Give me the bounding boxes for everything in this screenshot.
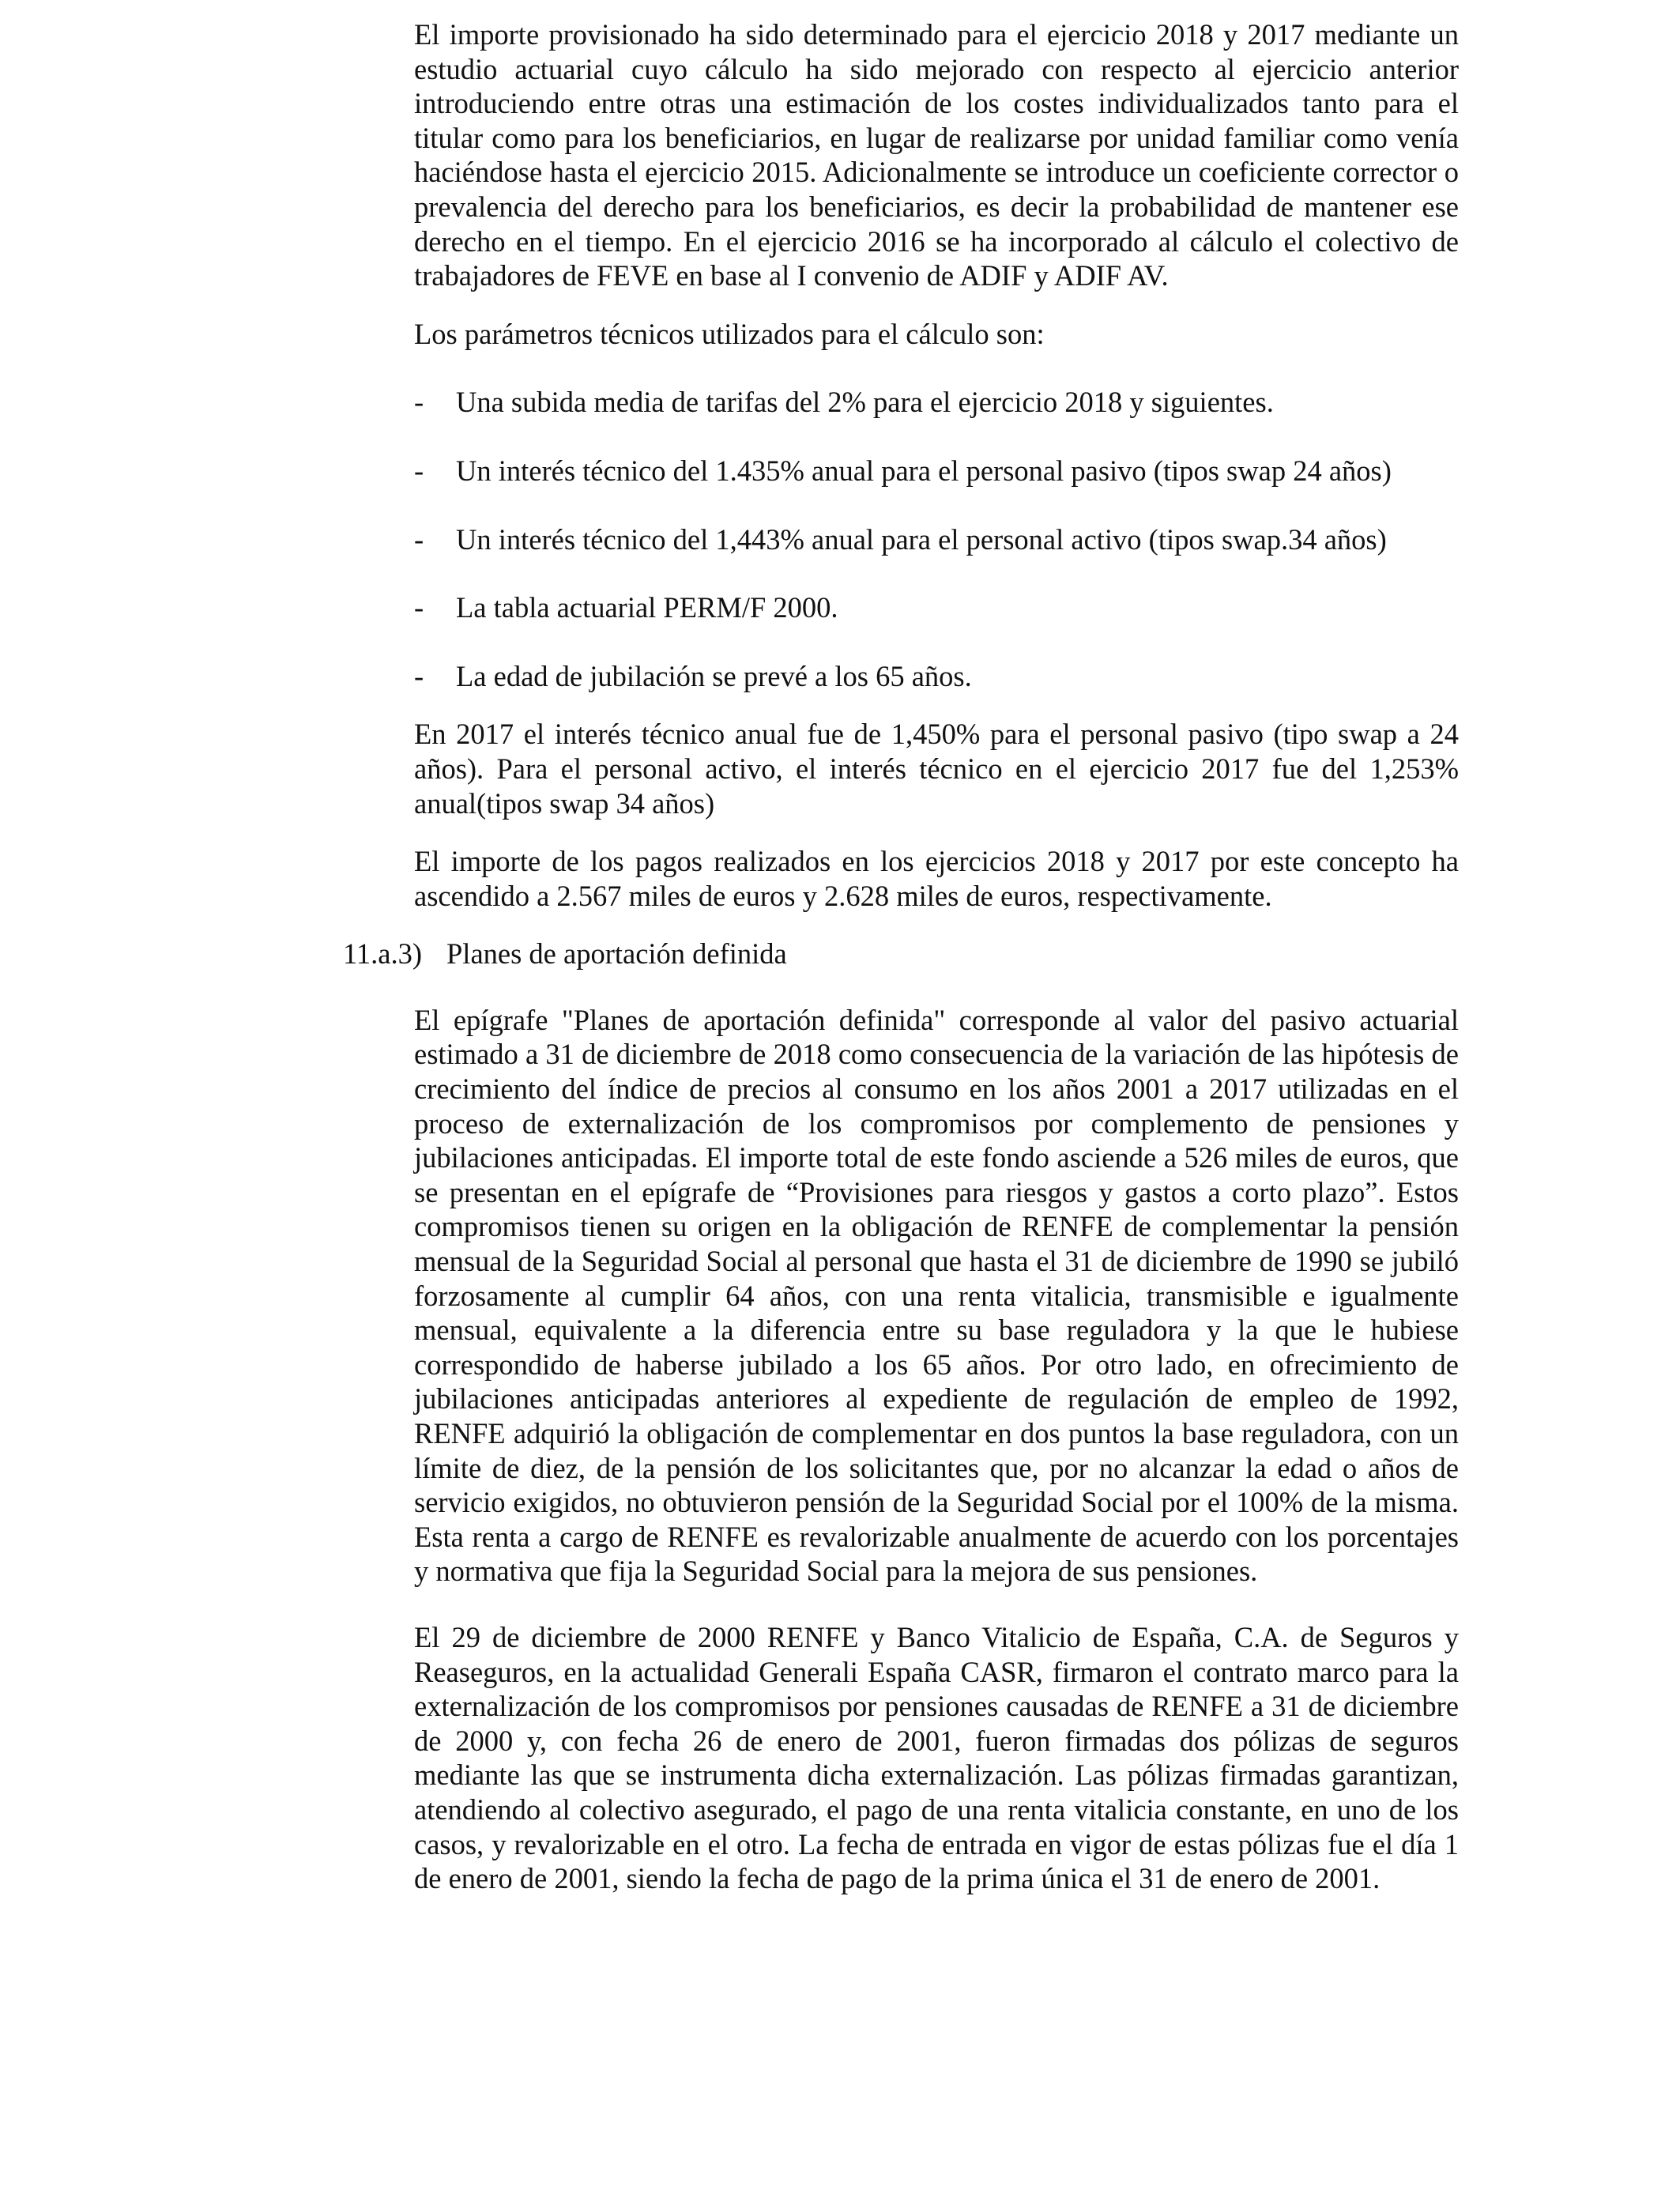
list-item bbox=[414, 590, 1459, 625]
bullet-dash: - bbox=[414, 522, 424, 556]
list-item-text: La edad de jubilación se prevé a los 65 años. bbox=[456, 659, 972, 692]
paragraph-parameters-intro: Los parámetros técnicos utilizados para el cálculo son: bbox=[414, 317, 1045, 350]
paragraph-externalization: El 29 de diciembre de 2000 RENFE y Banco Vitalicio de España, C.A. de Seguros y Reaseguros, en la actualidad Generali España CASR, firmaron el contrato marco para la externalización de los compromisos por pensiones causadas de RENFE a 31 de diciembre de 2000 y, con fecha 26 de enero de 2001, fueron firmadas dos pólizas de seguros mediante las que se instrumenta dicha externalización. Las pólizas firmadas garantizan, atendiendo al colectivo asegurado, el pago de una renta vitalicia constante, en uno de los casos, y revalorizable en el otro. La fecha de entrada en vigor de estas pólizas fue el día 1 de enero de 2001, siendo la fecha de pago de la prima única el 31 de enero de 2001. bbox=[414, 1620, 1459, 1895]
parameters-list bbox=[414, 385, 1459, 693]
section-number: 11.a.3) bbox=[343, 937, 423, 971]
section-title: Planes de aportación definida bbox=[446, 937, 787, 971]
bullet-dash: - bbox=[414, 659, 424, 692]
paragraph-defined-contribution: El epígrafe "Planes de aportación definida" corresponde al valor del pasivo actuarial estimado a 31 de diciembre de 2018 como consecuencia de la variación de las hipótesis de crecimiento del índice de precios al consumo en los años 2001 a 2017 utilizadas en el proceso de externalización de los compromisos por complemento de pensiones y jubilaciones anticipadas. El importe total de este fondo asciende a 526 miles de euros, que se presentan en el epígrafe de “Provisiones para riesgos y gastos a corto plazo”. Estos compromisos tienen su origen en la obligación de RENFE de complementar la pensión mensual de la Seguridad Social al personal que hasta el 31 de diciembre de 1990 se jubiló forzosamente al cumplir 64 años, con una renta vitalicia, transmisible e igualmente mensual, equivalente a la diferencia entre su base reguladora y la que le hubiese correspondido de haberse jubilado a los 65 años. Por otro lado, en ofrecimiento de jubilaciones anticipadas anteriores al expediente de regulación de empleo de 1992, RENFE adquirió la obligación de complementar en dos puntos la base reguladora, con un límite de diez, de la pensión de los solicitantes que, por no alcanzar la edad o años de servicio exigidos, no obtuvieron pensión de la Seguridad Social por el 100% de la misma. Esta renta a cargo de RENFE es revalorizable anualmente de acuerdo con los porcentajes y normativa que fija la Seguridad Social para la mejora de sus pensiones. bbox=[414, 1003, 1459, 1588]
paragraph-2017-interest: En 2017 el interés técnico anual fue de 1,450% para el personal pasivo (tipo swap a 24 años). Para el personal activo, el interés técnico en el ejercicio 2017 fue del 1,253% anual(tipos swap 34 años) bbox=[414, 718, 1459, 820]
list-item-text: Un interés técnico del 1,443% anual para el personal activo (tipos swap.34 años) bbox=[456, 522, 1387, 556]
list-item-text: La tabla actuarial PERM/F 2000. bbox=[456, 591, 838, 624]
bullet-dash: - bbox=[414, 454, 424, 487]
document-body bbox=[343, 17, 1459, 1896]
paragraph-payments: El importe de los pagos realizados en los ejercicios 2018 y 2017 por este concepto ha ascendido a 2.567 miles de euros y 2.628 miles de euros, respectivamente. bbox=[414, 845, 1459, 912]
bullet-dash: - bbox=[414, 591, 424, 624]
list-item bbox=[414, 454, 1459, 488]
bullet-dash: - bbox=[414, 386, 424, 419]
list-item-text: Una subida media de tarifas del 2% para el ejercicio 2018 y siguientes. bbox=[456, 386, 1274, 419]
list-item-text: Un interés técnico del 1.435% anual para el personal pasivo (tipos swap 24 años) bbox=[456, 454, 1392, 487]
list-item bbox=[414, 659, 1459, 694]
section-heading bbox=[343, 937, 1459, 971]
paragraph-actuarial-study: El importe provisionado ha sido determinado para el ejercicio 2018 y 2017 mediante un estudio actuarial cuyo cálculo ha sido mejorado con respecto al ejercicio anterior introduciendo entre otras una estimación de los costes individualizados tanto para el titular como para los beneficiarios, en lugar de realizarse por unidad familiar como venía haciéndose hasta el ejercicio 2015. Adicionalmente se introduce un coeficiente corrector o prevalencia del derecho para los beneficiarios, es decir la probabilidad de mantener ese derecho en el tiempo. En el ejercicio 2016 se ha incorporado al cálculo el colectivo de trabajadores de FEVE en base al I convenio de ADIF y ADIF AV. bbox=[414, 18, 1459, 292]
list-item bbox=[414, 522, 1459, 557]
list-item bbox=[414, 385, 1459, 420]
